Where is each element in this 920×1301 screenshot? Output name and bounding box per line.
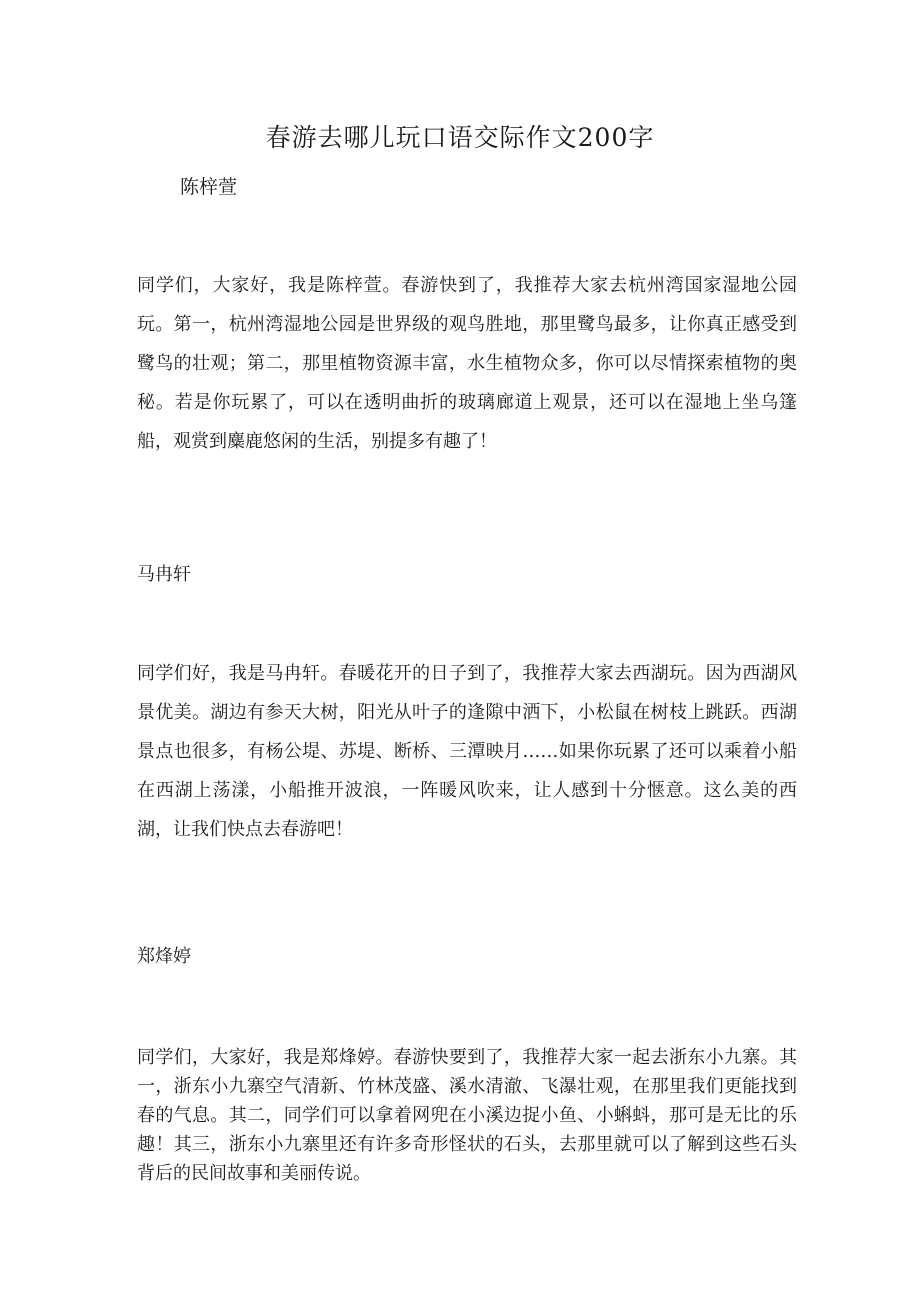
author-name: 郑烽婷 (137, 946, 191, 967)
author-name: 陈梓萱 (180, 176, 238, 198)
essay-paragraph: 同学们，大家好，我是郑烽婷。春游快要到了，我推荐大家一起去浙东小九寨。其一，浙东小九寨空气清新、竹林茂盛、溪水清澈、飞瀑壮观，在那里我们更能找到春的气息。其二，同学们可以拿着网兜在小溪边捉小鱼、小蝌蚪，那可是无比的乐趣！其三，浙东小九寨里还有许多奇形怪状的石头，去那里就可以了解到这些石头背后的民间故事和美丽传说。 (137, 1047, 797, 1184)
author-name: 马冉轩 (137, 564, 191, 585)
essay-paragraph: 同学们好，我是马冉轩。春暖花开的日子到了，我推荐大家去西湖玩。因为西湖风景优美。湖边有参天大树，阳光从叶子的逢隙中洒下，小松鼠在树枝上跳跃。西湖景点也很多，有杨公堤、苏堤、断桥、三潭映月……如果你玩累了还可以乘着小船在西湖上荡漾，小船推开波浪，一阵暖风吹来，让人感到十分惬意。这么美的西湖，让我们快点去春游吧！ (137, 663, 797, 840)
essay-paragraph: 同学们，大家好，我是陈梓萱。春游快到了，我推荐大家去杭州湾国家湿地公园玩。第一，杭州湾湿地公园是世界级的观鸟胜地，那里鹭鸟最多，让你真正感受到鹭鸟的壮观；第二，那里植物资源丰富，水生植物众多，你可以尽情探索植物的奥秘。若是你玩累了，可以在透明曲折的玻璃廊道上观景，还可以在湿地上坐乌篷船，观赏到麋鹿悠闲的生活，别提多有趣了！ (137, 275, 797, 452)
document-title: 春游去哪儿玩口语交际作文200字 (265, 123, 655, 152)
